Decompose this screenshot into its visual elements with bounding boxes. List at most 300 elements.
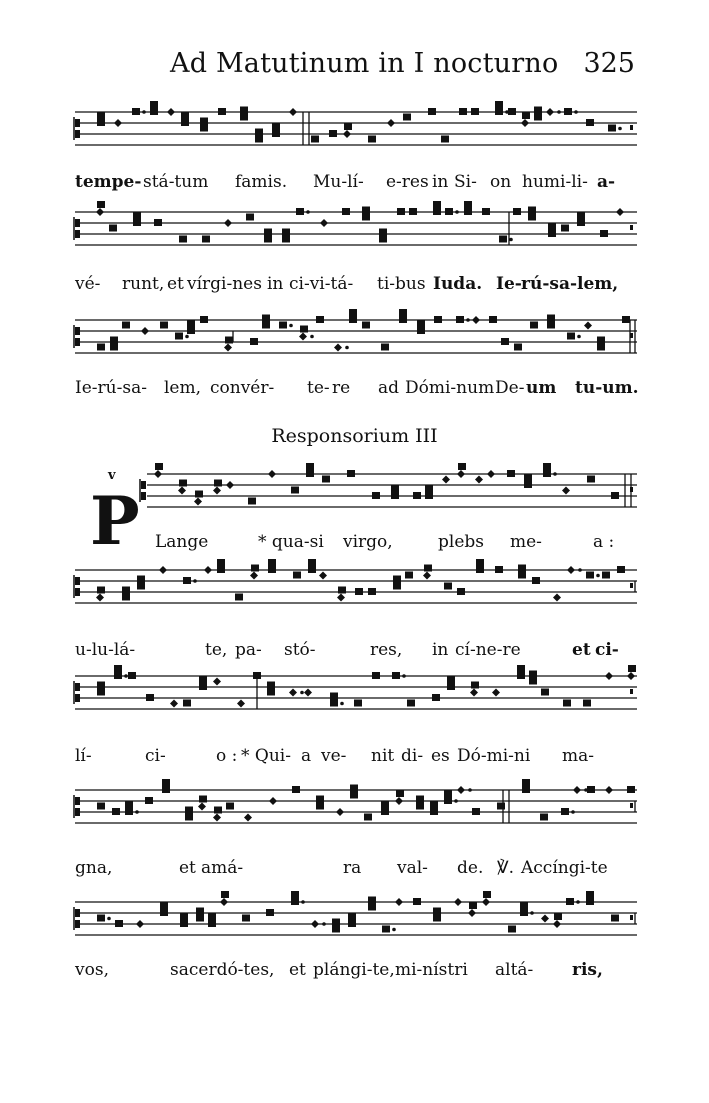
rhombus-note <box>289 689 297 697</box>
page-header <box>75 48 635 88</box>
lyric-word: a : <box>593 532 615 552</box>
square-note <box>330 700 338 707</box>
stacked-note <box>447 676 455 683</box>
square-note <box>397 208 405 215</box>
square-note <box>115 920 123 927</box>
mora-dot <box>310 335 314 339</box>
stacked-note <box>548 223 556 230</box>
lyric-word: famis. <box>235 172 288 192</box>
stacked-note <box>433 908 441 915</box>
square-note <box>432 694 440 701</box>
square-note <box>403 114 411 121</box>
stacked-note <box>464 201 472 208</box>
custos <box>630 333 633 338</box>
square-note <box>433 915 441 922</box>
rhombus-note <box>269 797 277 805</box>
rhombus-note <box>584 322 592 330</box>
square-note <box>501 338 509 345</box>
custos <box>630 803 633 808</box>
square-note <box>602 572 610 579</box>
lyric-word: ad <box>378 378 400 398</box>
stacked-note <box>520 902 528 909</box>
stacked-note <box>97 682 105 689</box>
rhombus-note <box>541 915 549 923</box>
stacked-note <box>471 682 479 689</box>
rhombus-note <box>194 498 202 506</box>
mora-dot <box>185 335 189 339</box>
stacked-note <box>255 129 263 136</box>
mora-dot <box>301 900 305 904</box>
lyric-word: Si- <box>454 172 477 192</box>
square-note <box>181 119 189 126</box>
square-note <box>279 322 287 329</box>
stacked-note <box>225 337 233 344</box>
stacked-note <box>240 107 248 114</box>
rhombus-note <box>487 470 495 478</box>
stacked-note <box>469 902 477 909</box>
stacked-note <box>114 665 122 672</box>
square-note <box>611 915 619 922</box>
square-note <box>543 470 551 477</box>
lyric-word: plebs <box>438 532 484 552</box>
square-note <box>202 236 210 243</box>
rhombus-note <box>213 678 221 686</box>
square-note <box>187 327 195 334</box>
square-note <box>122 322 130 329</box>
square-note <box>242 915 250 922</box>
square-note <box>497 803 505 810</box>
lyric-word: u-lu-lá- <box>75 640 136 660</box>
square-note <box>508 926 516 933</box>
custos <box>630 225 633 230</box>
stacked-note <box>181 112 189 119</box>
square-note <box>508 108 516 115</box>
rhombus-note <box>204 566 212 574</box>
square-note <box>520 909 528 916</box>
rhombus-note <box>423 572 431 580</box>
square-note <box>137 583 145 590</box>
rhombus-note <box>198 803 206 811</box>
square-note <box>382 926 390 933</box>
square-note <box>495 566 503 573</box>
square-note <box>332 926 340 933</box>
mora-dot <box>345 346 349 350</box>
square-note <box>296 208 304 215</box>
square-note <box>566 898 574 905</box>
stacked-note <box>195 491 203 498</box>
square-note <box>368 136 376 143</box>
mora-dot <box>142 110 146 114</box>
square-note <box>444 797 452 804</box>
stacked-note <box>430 801 438 808</box>
stacked-note <box>417 320 425 327</box>
square-note <box>507 470 515 477</box>
lyric-word: ris, <box>572 960 603 980</box>
rhombus-note <box>567 566 575 574</box>
lyric-word: vé- <box>75 274 101 294</box>
rhombus-note <box>136 920 144 928</box>
square-note <box>583 700 591 707</box>
lyric-word: a- <box>597 172 616 192</box>
square-note <box>372 492 380 499</box>
lyric-word: plángi-te, <box>313 960 395 980</box>
square-note <box>196 915 204 922</box>
square-note <box>248 498 256 505</box>
staff-5 <box>75 566 640 622</box>
rhombus-note <box>220 898 228 906</box>
lyric-word: o : <box>216 746 238 766</box>
custos <box>630 583 633 588</box>
square-note <box>456 316 464 323</box>
square-note <box>322 476 330 483</box>
square-note <box>162 786 170 793</box>
square-note <box>495 108 503 115</box>
stacked-note <box>282 229 290 236</box>
lyric-word: stó- <box>284 640 316 660</box>
square-note <box>617 566 625 573</box>
lyric-word: Dó-mi-ni <box>457 746 531 766</box>
clef-mark <box>75 797 80 805</box>
rhombus-note <box>311 920 319 928</box>
mora-dot <box>289 324 293 328</box>
square-note <box>407 700 415 707</box>
stacked-note <box>150 101 158 108</box>
rhombus-note <box>159 566 167 574</box>
square-note <box>262 322 270 329</box>
rhombus-note <box>96 208 104 216</box>
square-note <box>416 803 424 810</box>
square-note <box>235 594 243 601</box>
stacked-note <box>330 693 338 700</box>
stacked-note <box>338 587 346 594</box>
lyric-word: rú-sa-lem, <box>521 274 619 294</box>
mora-dot <box>340 702 344 706</box>
lyrics-1 <box>75 172 640 196</box>
square-note <box>347 470 355 477</box>
square-note <box>226 803 234 810</box>
stacked-note <box>547 315 555 322</box>
rhombus-note <box>213 814 221 822</box>
square-note <box>482 208 490 215</box>
square-note <box>154 219 162 226</box>
custos <box>630 915 633 920</box>
stacked-note <box>348 913 356 920</box>
rhombus-note <box>226 481 234 489</box>
mora-dot <box>557 110 561 114</box>
square-note <box>476 566 484 573</box>
lyrics-8 <box>75 960 640 984</box>
rhombus-note <box>244 814 252 822</box>
rhombus-note <box>334 344 342 352</box>
rhombus-note <box>170 700 178 708</box>
square-note <box>522 786 530 793</box>
square-note <box>311 136 319 143</box>
square-note <box>561 225 569 232</box>
lyric-word: me- <box>510 532 542 552</box>
staff-2 <box>75 208 640 264</box>
rhombus-note <box>167 108 175 116</box>
stacked-note <box>433 201 441 208</box>
lyric-word: vos, <box>75 960 109 980</box>
stacked-note <box>306 463 314 470</box>
square-note <box>160 909 168 916</box>
mora-dot <box>596 574 600 578</box>
square-note <box>564 108 572 115</box>
square-note <box>464 208 472 215</box>
lyric-word: * Qui- <box>241 746 291 766</box>
square-note <box>514 344 522 351</box>
stacked-note <box>391 485 399 492</box>
mora-dot <box>193 579 197 583</box>
square-note <box>349 316 357 323</box>
square-note <box>413 492 421 499</box>
lyric-word: tu-um. <box>575 378 639 398</box>
mora-dot <box>509 238 513 242</box>
custos <box>630 487 633 492</box>
square-note <box>379 236 387 243</box>
lyric-word: Iuda. <box>433 274 483 294</box>
mora-dot <box>578 568 582 572</box>
square-note <box>368 904 376 911</box>
staff-1 <box>75 108 640 158</box>
lyric-word: convér- <box>210 378 275 398</box>
stacked-note <box>628 665 636 672</box>
square-note <box>534 114 542 121</box>
square-note <box>561 808 569 815</box>
stacked-note <box>262 315 270 322</box>
square-note <box>597 344 605 351</box>
stacked-note <box>97 201 105 208</box>
rhombus-note <box>457 786 465 794</box>
rhombus-note <box>299 333 307 341</box>
lyric-word: a <box>301 746 312 766</box>
lyric-word: ma- <box>562 746 594 766</box>
stacked-note <box>528 207 536 214</box>
clef-mark <box>75 219 80 227</box>
square-note <box>145 797 153 804</box>
square-note <box>97 689 105 696</box>
lyrics-5 <box>75 640 640 664</box>
stacked-note <box>368 897 376 904</box>
lyric-word: te- <box>307 378 330 398</box>
stacked-note <box>577 212 585 219</box>
square-note <box>434 316 442 323</box>
square-note <box>540 814 548 821</box>
square-note <box>577 219 585 226</box>
stacked-note <box>597 337 605 344</box>
stacked-note <box>522 112 530 119</box>
mora-dot <box>618 127 622 131</box>
stacked-note <box>122 587 130 594</box>
clef-mark <box>141 481 146 489</box>
square-note <box>430 808 438 815</box>
stacked-note <box>272 123 280 130</box>
square-note <box>392 672 400 679</box>
square-note <box>587 476 595 483</box>
square-note <box>342 208 350 215</box>
square-note <box>329 130 337 137</box>
square-note <box>472 808 480 815</box>
mora-dot <box>392 928 396 932</box>
square-note <box>372 672 380 679</box>
square-note <box>445 208 453 215</box>
lyric-word: um <box>526 378 557 398</box>
square-note <box>459 108 467 115</box>
rhombus-note <box>573 786 581 794</box>
square-note <box>316 803 324 810</box>
square-note <box>499 236 507 243</box>
square-note <box>217 566 225 573</box>
square-note <box>125 808 133 815</box>
stacked-note <box>251 565 259 572</box>
rhombus-note <box>343 130 351 138</box>
stacked-note <box>185 807 193 814</box>
mora-dot <box>455 210 459 214</box>
page-number: 325 <box>583 48 635 79</box>
stacked-note <box>483 891 491 898</box>
stacked-note <box>196 908 204 915</box>
square-note <box>180 920 188 927</box>
mora-dot <box>577 335 581 339</box>
rhombus-note <box>627 672 635 680</box>
square-note <box>128 672 136 679</box>
stacked-note <box>332 919 340 926</box>
stacked-note <box>200 118 208 125</box>
square-note <box>524 481 532 488</box>
stacked-note <box>522 779 530 786</box>
lyric-word: on <box>490 172 512 192</box>
mora-dot <box>454 799 458 803</box>
lyric-word: in <box>267 274 284 294</box>
square-note <box>405 572 413 579</box>
square-note <box>413 898 421 905</box>
rhombus-note <box>289 108 297 116</box>
mora-dot <box>571 810 575 814</box>
stacked-note <box>208 913 216 920</box>
stacked-note <box>133 212 141 219</box>
stacked-note <box>217 559 225 566</box>
square-note <box>97 915 105 922</box>
square-note <box>306 470 314 477</box>
stacked-note <box>344 123 352 130</box>
stacked-note <box>97 112 105 119</box>
square-note <box>517 672 525 679</box>
lyric-word: gna, <box>75 858 113 878</box>
custos <box>630 125 633 130</box>
square-note <box>548 230 556 237</box>
stacked-note <box>291 891 299 898</box>
square-note <box>282 236 290 243</box>
square-note <box>381 344 389 351</box>
stacked-note <box>214 807 222 814</box>
stacked-note <box>221 891 229 898</box>
clef-mark <box>75 588 80 596</box>
mora-dot <box>124 674 128 678</box>
rhombus-note <box>395 797 403 805</box>
square-note <box>425 492 433 499</box>
stacked-note <box>529 671 537 678</box>
clef-mark <box>75 909 80 917</box>
square-note <box>160 322 168 329</box>
staff-4 <box>75 470 640 520</box>
rhombus-note <box>141 327 149 335</box>
square-note <box>218 108 226 115</box>
rhombus-note <box>224 219 232 227</box>
square-note <box>110 344 118 351</box>
stacked-note <box>264 229 272 236</box>
lyric-word: tempe- <box>75 172 142 192</box>
lyrics-6 <box>75 746 640 770</box>
lyric-word: Accíngi-te <box>521 858 608 878</box>
stacked-note <box>199 676 207 683</box>
square-note <box>250 338 258 345</box>
lyric-word: Ie- <box>496 274 522 294</box>
clef-mark <box>141 492 146 500</box>
lyric-word: vírgi-nes <box>187 274 262 294</box>
square-note <box>253 672 261 679</box>
square-note <box>529 678 537 685</box>
rhombus-note <box>605 672 613 680</box>
mora-dot <box>466 318 470 322</box>
square-note <box>586 898 594 905</box>
lyric-word: di- <box>401 746 424 766</box>
square-note <box>183 700 191 707</box>
lyric-word: te, <box>205 640 228 660</box>
square-note <box>530 322 538 329</box>
lyric-word: in <box>432 172 449 192</box>
square-note <box>114 672 122 679</box>
rhombus-note <box>470 689 478 697</box>
rhombus-note <box>178 487 186 495</box>
rhombus-note <box>268 470 276 478</box>
square-note <box>391 492 399 499</box>
stacked-note <box>379 229 387 236</box>
square-note <box>179 236 187 243</box>
lyric-word: runt, <box>122 274 165 294</box>
square-note <box>291 487 299 494</box>
square-note <box>185 814 193 821</box>
lyric-word: cí-ne-re <box>455 640 521 660</box>
lyric-word: ci- <box>595 640 619 660</box>
staff-8 <box>75 898 640 948</box>
stacked-note <box>97 587 105 594</box>
lyric-word: pa- <box>235 640 262 660</box>
square-note <box>109 225 117 232</box>
stacked-note <box>180 913 188 920</box>
lyric-word: lem, <box>164 378 202 398</box>
lyric-word: et <box>572 640 591 660</box>
square-note <box>150 108 158 115</box>
square-note <box>246 214 254 221</box>
rhombus-note <box>468 909 476 917</box>
lyric-word: sacerdó-tes, <box>170 960 275 980</box>
square-note <box>267 689 275 696</box>
square-note <box>266 909 274 916</box>
lyrics-3 <box>75 378 640 402</box>
square-note <box>133 219 141 226</box>
square-note <box>541 689 549 696</box>
lyric-word: altá- <box>495 960 534 980</box>
mora-dot <box>107 917 111 921</box>
staff-7 <box>75 786 640 842</box>
running-title: Ad Matutinum in I nocturno <box>170 48 559 79</box>
square-note <box>293 572 301 579</box>
rhombus-note <box>546 108 554 116</box>
square-note <box>381 808 389 815</box>
square-note <box>183 577 191 584</box>
mora-dot <box>322 922 326 926</box>
rhombus-note <box>114 119 122 127</box>
